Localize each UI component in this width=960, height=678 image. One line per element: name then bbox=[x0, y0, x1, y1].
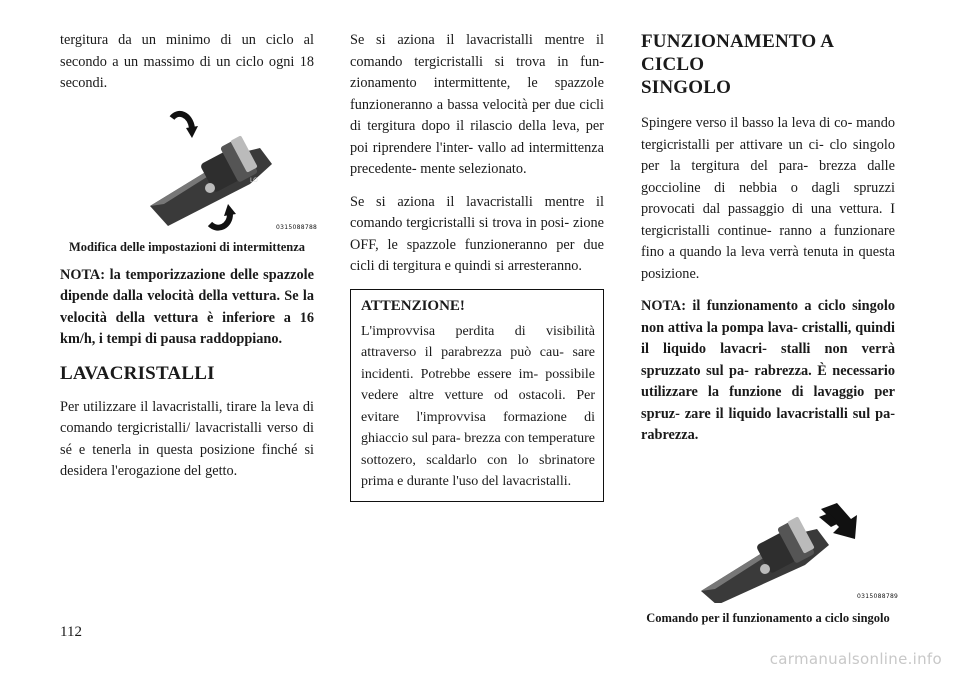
paragraph-intermittent: Se si aziona il lavacristalli mentre il comando tergicristalli si trova in fun- zionamento intermittente, le spazzole funzioneranno a bassa velocità per due cicli di tergitura dopo il rilascio della leva, per poi riprendere l'inter- vallo ad intermittenza precedente- mente selezionato. bbox=[350, 32, 604, 177]
ciclo-singolo-note: NOTA: il funzionamento a ciclo singolo non attiva la pompa lava- cristalli, quindi il liquido lavacri- stalli non verrà spruzzato sul pa- rabrezza. È necessario utilizzare la funzione di lavaggio per spruz- zare il liquido lavacristalli sul pa- rabrezza. bbox=[641, 298, 895, 443]
section-heading-lavacristalli: LAVACRISTALLI bbox=[60, 362, 215, 384]
page-number: 112 bbox=[60, 624, 82, 640]
wiper-lever-with-down-arrow-icon bbox=[641, 473, 895, 603]
warning-box bbox=[350, 289, 604, 502]
warning-title: ATTENZIONE! bbox=[361, 297, 465, 314]
paragraph-off: Se si aziona il lavacristalli mentre il comando tergicristalli si trova in posi- zione OFF, le spazzole funzioneranno per due cicli di tergitura e quindi si arresteranno. bbox=[350, 193, 604, 274]
heading-line-1: FUNZIONAMENTO A CICLO bbox=[641, 31, 834, 75]
heading-line-2: SINGOLO bbox=[641, 77, 732, 98]
warning-text: L'improvvisa perdita di visibilità attraverso il parabrezza può cau- sare incidenti. Potrebbe essere im- possibile vedere altre vetture od ostacoli. Per evitare l'improvvisa formazione di ghiaccio sul para- brezza con temperature sottozero, scaldarlo con lo sbrinatore prima e durante l'uso del lavacristalli. bbox=[361, 323, 595, 489]
ciclo-singolo-paragraph: Spingere verso il basso la leva di co- mando tergicristalli per attivare un ci- clo singolo per la tergitura del para- brezza dalle goccioline di nebbia o dagli spruzzi provocati dal passaggio di una vettura. I tergicristalli continue- ranno a funzionare fino a quando la leva verrà tenuta in questa posizione. bbox=[641, 115, 895, 282]
watermark: carmanualsonline.info bbox=[769, 650, 942, 668]
section-heading-ciclo-singolo bbox=[641, 30, 895, 99]
column-2 bbox=[350, 30, 604, 502]
wiper-lever-with-rotate-arrows-icon bbox=[60, 106, 314, 234]
figure-caption: Comando per il funzionamento a ciclo singolo bbox=[646, 610, 890, 625]
lavacristalli-paragraph: Per utilizzare il lavacristalli, tirare la leva di comando tergicristalli/ lavacristalli verso di sé e tenerla in questa posizione finché si desidera l'erogazione del getto. bbox=[60, 398, 314, 479]
svg-text:LO: LO bbox=[250, 176, 258, 184]
figure-code: 0315088789 bbox=[857, 592, 899, 600]
column-1 bbox=[60, 30, 318, 494]
figure-code: 0315088788 bbox=[276, 223, 318, 231]
column-3 bbox=[641, 30, 899, 636]
intro-paragraph: tergitura da un minimo di un ciclo al secondo a un massimo di un ciclo ogni 18 secondi. bbox=[60, 32, 314, 91]
figure-single-cycle bbox=[641, 473, 899, 603]
note-paragraph: NOTA: la temporizzazione delle spazzole dipende dalla velocità della vettura. Se la velocità della vettura è inferiore a 16 km/h, i tempi di pausa raddoppiano. bbox=[60, 266, 314, 347]
figure-caption: Modifica delle impostazioni di intermittenza bbox=[68, 239, 306, 254]
figure-interval-settings bbox=[60, 106, 318, 234]
